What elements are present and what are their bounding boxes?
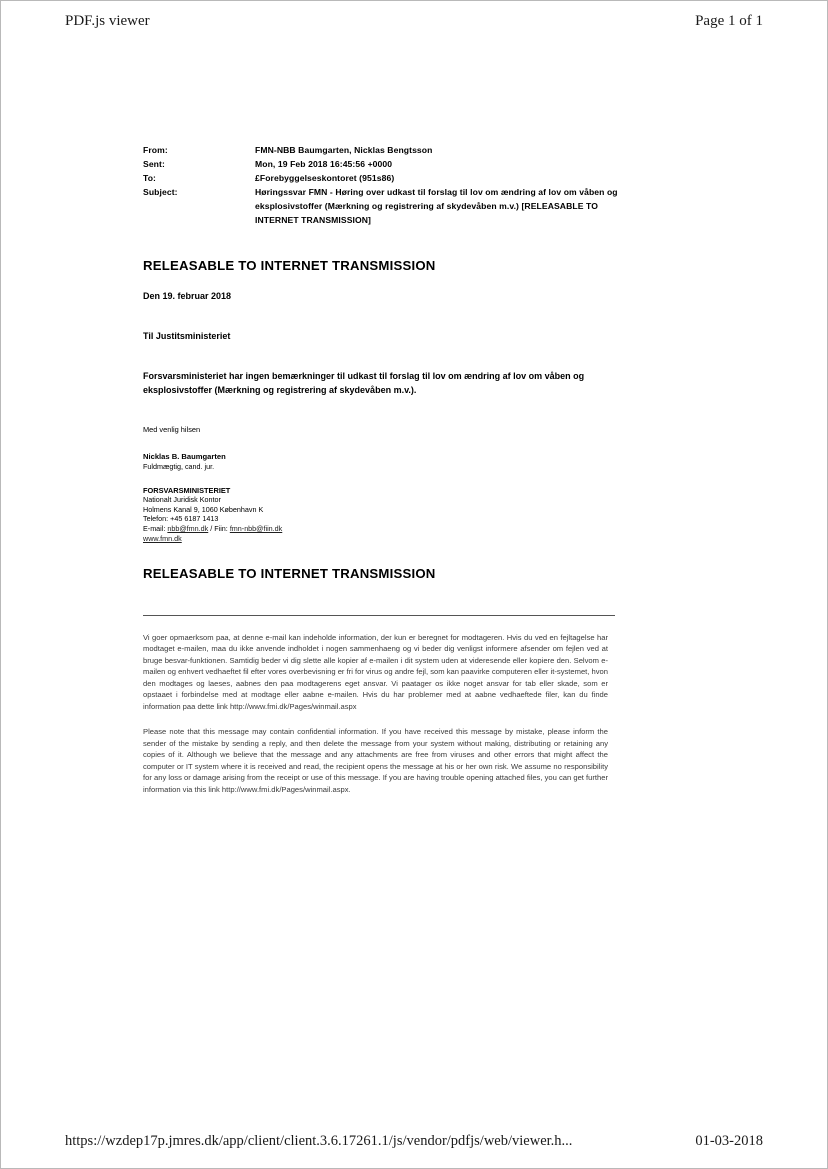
signature-organisation: FORSVARSMINISTERIET xyxy=(143,485,231,495)
from-label: From: xyxy=(143,145,168,155)
email-header-row-from xyxy=(143,144,623,158)
to-value: £Forebyggelseskontoret (951s86) xyxy=(255,172,395,183)
subject-label: Subject: xyxy=(143,186,178,197)
email-header-row-subject xyxy=(143,186,623,228)
signature-greeting: Med venlig hilsen xyxy=(143,424,201,434)
website-link[interactable]: www.fmn.dk xyxy=(143,533,182,543)
print-header xyxy=(65,13,763,30)
print-footer xyxy=(65,1133,763,1150)
signature-role: Fuldmægtig, cand. jur. xyxy=(143,461,215,471)
releasable-banner-bottom: RELEASABLE TO INTERNET TRANSMISSION xyxy=(143,565,436,581)
document-date: Den 19. februar 2018 xyxy=(143,290,232,301)
email-header-row-sent xyxy=(143,158,623,172)
source-url: https://wzdep17p.jmres.dk/app/client/client.3.6.17261.1/js/vendor/pdfjs/web/viewer.h... xyxy=(65,1133,573,1149)
disclaimer-danish: Vi goer opmaerksom paa, at denne e-mail kan indeholde information, der kun er beregnet for modtageren. Hvis du ved en fejltagelse har modtaget e-mailen, maa du ikke anvende indholdet i nogen sammenhaeng og vi beder dig venligst informere afsender om fejlen ved at bruge besvar-funktionen. Samtidig beder vi dig slette alle kopier af e-mailen i dit system uden at videresende eller kopiere den. Selvom e-mailen og enhvert vedhaeftet fil efter vores overbevisning er fri for virus og andre fejl, som kan paavirke computeren eller it-systemet, hvon den modtages og laeses, aabnes den paa modtagerens eget ansvar. Vi paatager os ikke noget ansvar for tab eller skade, som er opstaaet i forbindelse med at modtage eller aabne e-mailen. Hvis du har problemer med at aabne vedhaeftede filer, kan du finde information paa dette link http://www.fmi.dk/Pages/winmail.aspx xyxy=(143,632,608,711)
document-content xyxy=(143,144,623,795)
to-label: To: xyxy=(143,172,156,183)
signature-name: Nicklas B. Baumgarten xyxy=(143,451,226,461)
email-header-row-to xyxy=(143,172,623,186)
fiin-separator: / Fiin: xyxy=(210,524,228,534)
sent-label: Sent: xyxy=(143,158,165,169)
document-paragraph: Forsvarsministeriet har ingen bemærkninger til udkast til forslag til lov om ændring af lov om våben og eksplosivstoffer (Mærkning og registrering af skydevåben m.v.). xyxy=(143,370,585,395)
signature-phone: Telefon: +45 6187 1413 xyxy=(143,514,219,524)
document-recipient: Til Justitsministeriet xyxy=(143,330,231,341)
fiin-link[interactable]: fmn-nbb@fiin.dk xyxy=(229,524,283,534)
signature-department: Nationalt Juridisk Kontor xyxy=(143,494,221,504)
subject-value: Høringssvar FMN - Høring over udkast til forslag til lov om ændring af lov om våben og eksplosivstoffer (Mærkning og registrering af skydevåben m.v.) [RELEASABLE TO INTERNET TRANSMISSION] xyxy=(255,186,618,225)
print-date: 01-03-2018 xyxy=(695,1133,763,1149)
viewer-title: PDF.js viewer xyxy=(65,13,150,29)
horizontal-divider xyxy=(143,615,615,616)
email-header-block xyxy=(143,144,623,228)
email-label: E-mail: xyxy=(143,524,166,534)
email-link[interactable]: nbb@fmn.dk xyxy=(167,524,209,534)
from-value: FMN-NBB Baumgarten, Nicklas Bengtsson xyxy=(255,145,433,155)
sent-value: Mon, 19 Feb 2018 16:45:56 +0000 xyxy=(255,158,393,169)
signature-website-row xyxy=(143,534,623,544)
releasable-banner-top: RELEASABLE TO INTERNET TRANSMISSION xyxy=(143,257,436,273)
signature-address: Holmens Kanal 9, 1060 København K xyxy=(143,504,264,514)
disclaimer-english: Please note that this message may contain confidential information. If you have received this message by mistake, please inform the sender of the mistake by sending a reply, and then delete the message from your system without making, distributing or retaining any copies of it. Although we believe that the message and any attachments are free from viruses and other errors that might affect the computer or IT system where it is received and read, the recipient opens the message at his or her own risk. We assume no responsibility for any loss or damage arising from the receipt or use of this message. If you are having trouble opening attached files, you can get further information via this link http://www.fmi.dk/Pages/winmail.aspx. xyxy=(143,727,608,794)
signature-email-row xyxy=(143,524,623,534)
page-indicator: Page 1 of 1 xyxy=(695,13,763,29)
